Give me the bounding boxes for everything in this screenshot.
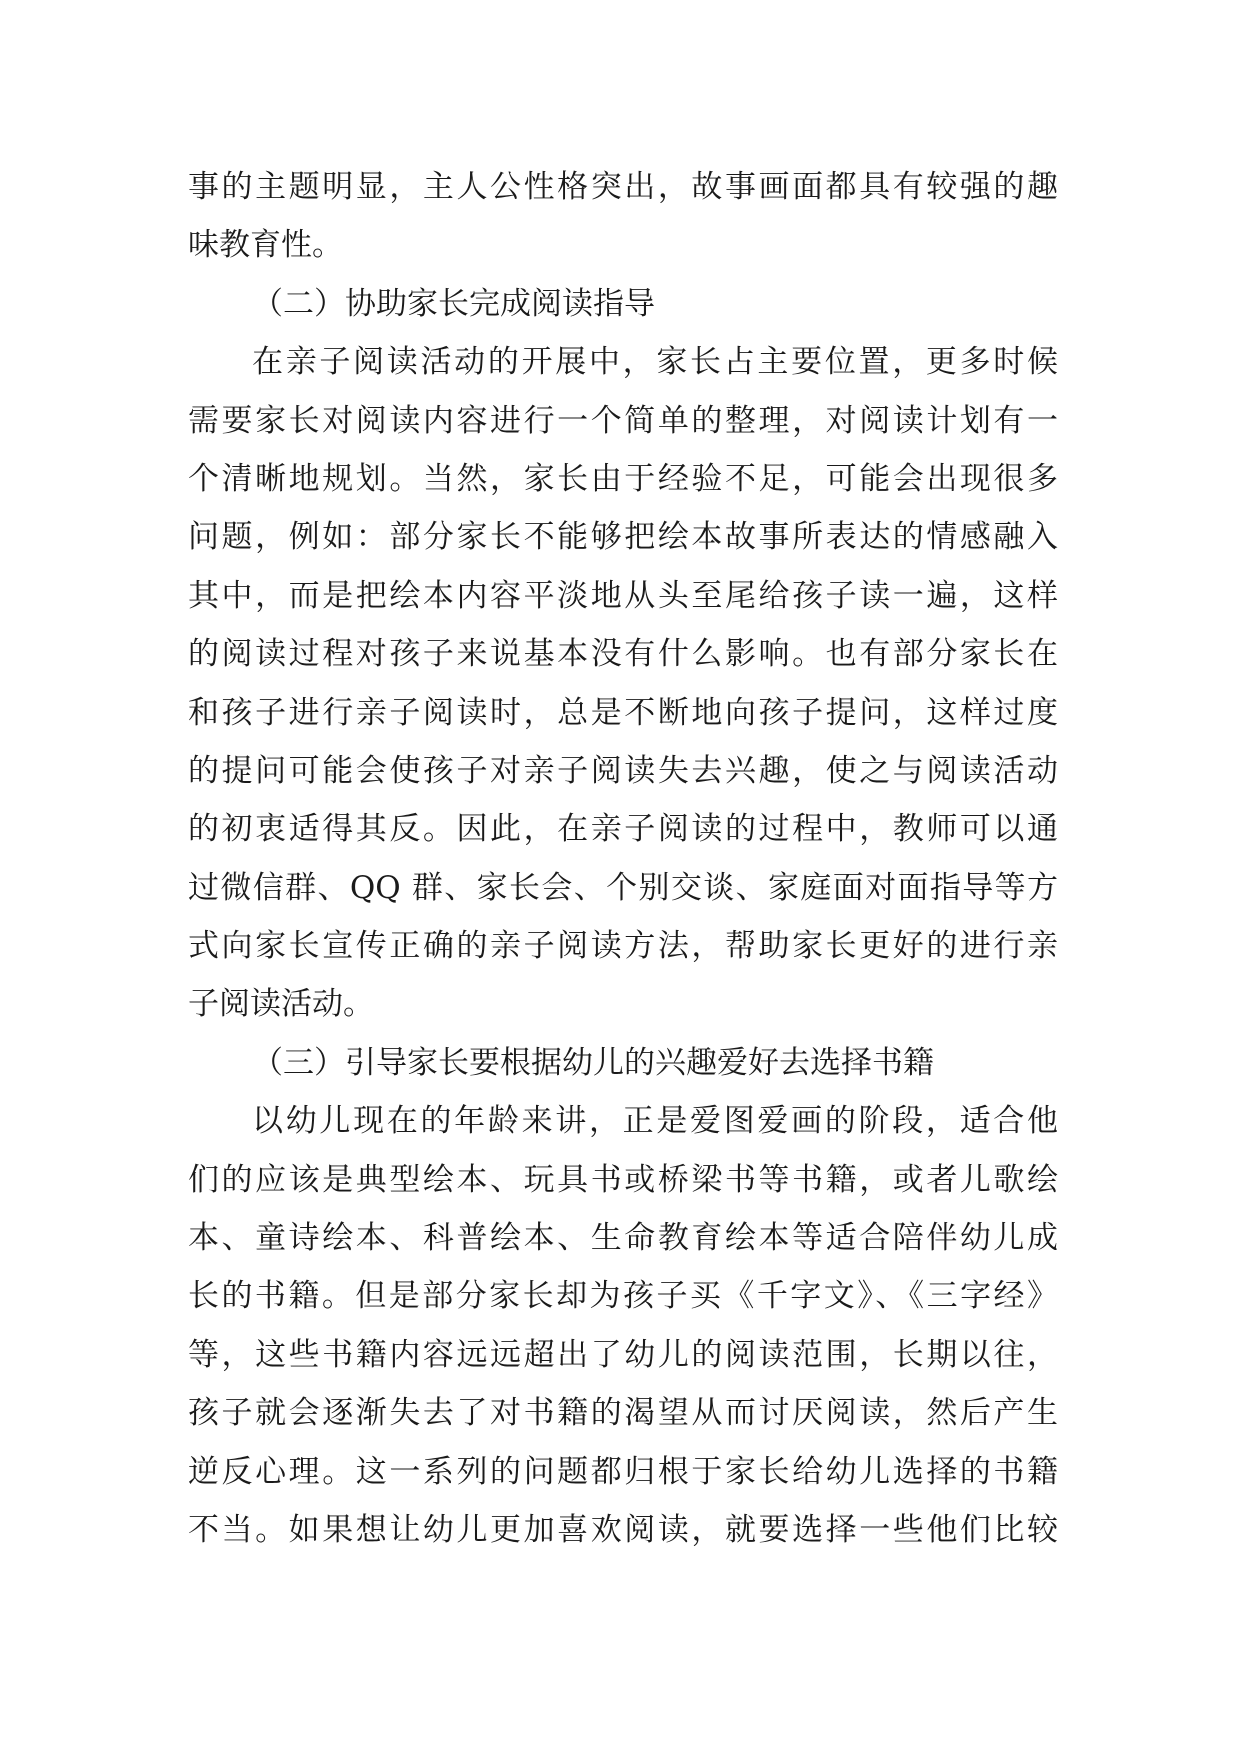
section-heading: （三）引导家长要根据幼儿的兴趣爱好去选择书籍 — [252, 1044, 934, 1081]
body-text-line: 个清晰地规划。当然，家长由于经验不足，可能会出现很多 — [188, 460, 1058, 497]
body-text-line: 和孩子进行亲子阅读时，总是不断地向孩子提问，这样过度 — [188, 694, 1058, 731]
body-text-line: 子阅读活动。 — [188, 986, 374, 1023]
body-text-line: 式向家长宣传正确的亲子阅读方法，帮助家长更好的进行亲 — [188, 928, 1058, 965]
body-text-line: 逆反心理。这一系列的问题都归根于家长给幼儿选择的书籍 — [188, 1453, 1058, 1490]
body-text-line: 不当。如果想让幼儿更加喜欢阅读，就要选择一些他们比较 — [188, 1511, 1058, 1548]
body-text-line: 本、童诗绘本、科普绘本、生命教育绘本等适合陪伴幼儿成 — [188, 1220, 1058, 1257]
body-text-line: 需要家长对阅读内容进行一个简单的整理，对阅读计划有一 — [188, 402, 1058, 439]
section-heading: （二）协助家长完成阅读指导 — [252, 285, 655, 322]
body-text-line: 孩子就会逐渐失去了对书籍的渴望从而讨厌阅读，然后产生 — [188, 1395, 1058, 1432]
document-page — [188, 158, 1058, 1559]
body-text-line: 的初衷适得其反。因此，在亲子阅读的过程中，教师可以通 — [188, 811, 1058, 848]
body-text-line: 的阅读过程对孩子来说基本没有什么影响。也有部分家长在 — [188, 636, 1058, 673]
body-text-line: 在亲子阅读活动的开展中，家长占主要位置，更多时候 — [252, 344, 1058, 381]
body-text-line: 以幼儿现在的年龄来讲，正是爱图爱画的阶段，适合他 — [252, 1103, 1058, 1140]
body-text-line: 的提问可能会使孩子对亲子阅读失去兴趣，使之与阅读活动 — [188, 752, 1058, 789]
body-text-line: 长的书籍。但是部分家长却为孩子买《千字文》、《三字经》 — [188, 1278, 1058, 1315]
body-text-line: 过微信群、QQ 群、家长会、个别交谈、家庭面对面指导等方 — [188, 869, 1058, 906]
body-text-line: 事的主题明显，主人公性格突出，故事画面都具有较强的趣 — [188, 169, 1058, 205]
body-text-line: 等，这些书籍内容远远超出了幼儿的阅读范围，长期以往， — [188, 1336, 1058, 1373]
body-text-line: 们的应该是典型绘本、玩具书或桥梁书等书籍，或者儿歌绘 — [188, 1161, 1058, 1198]
body-text-line: 问题，例如：部分家长不能够把绘本故事所表达的情感融入 — [188, 519, 1058, 556]
body-text-line: 味教育性。 — [188, 227, 343, 264]
body-text-line: 其中，而是把绘本内容平淡地从头至尾给孩子读一遍，这样 — [188, 577, 1058, 614]
